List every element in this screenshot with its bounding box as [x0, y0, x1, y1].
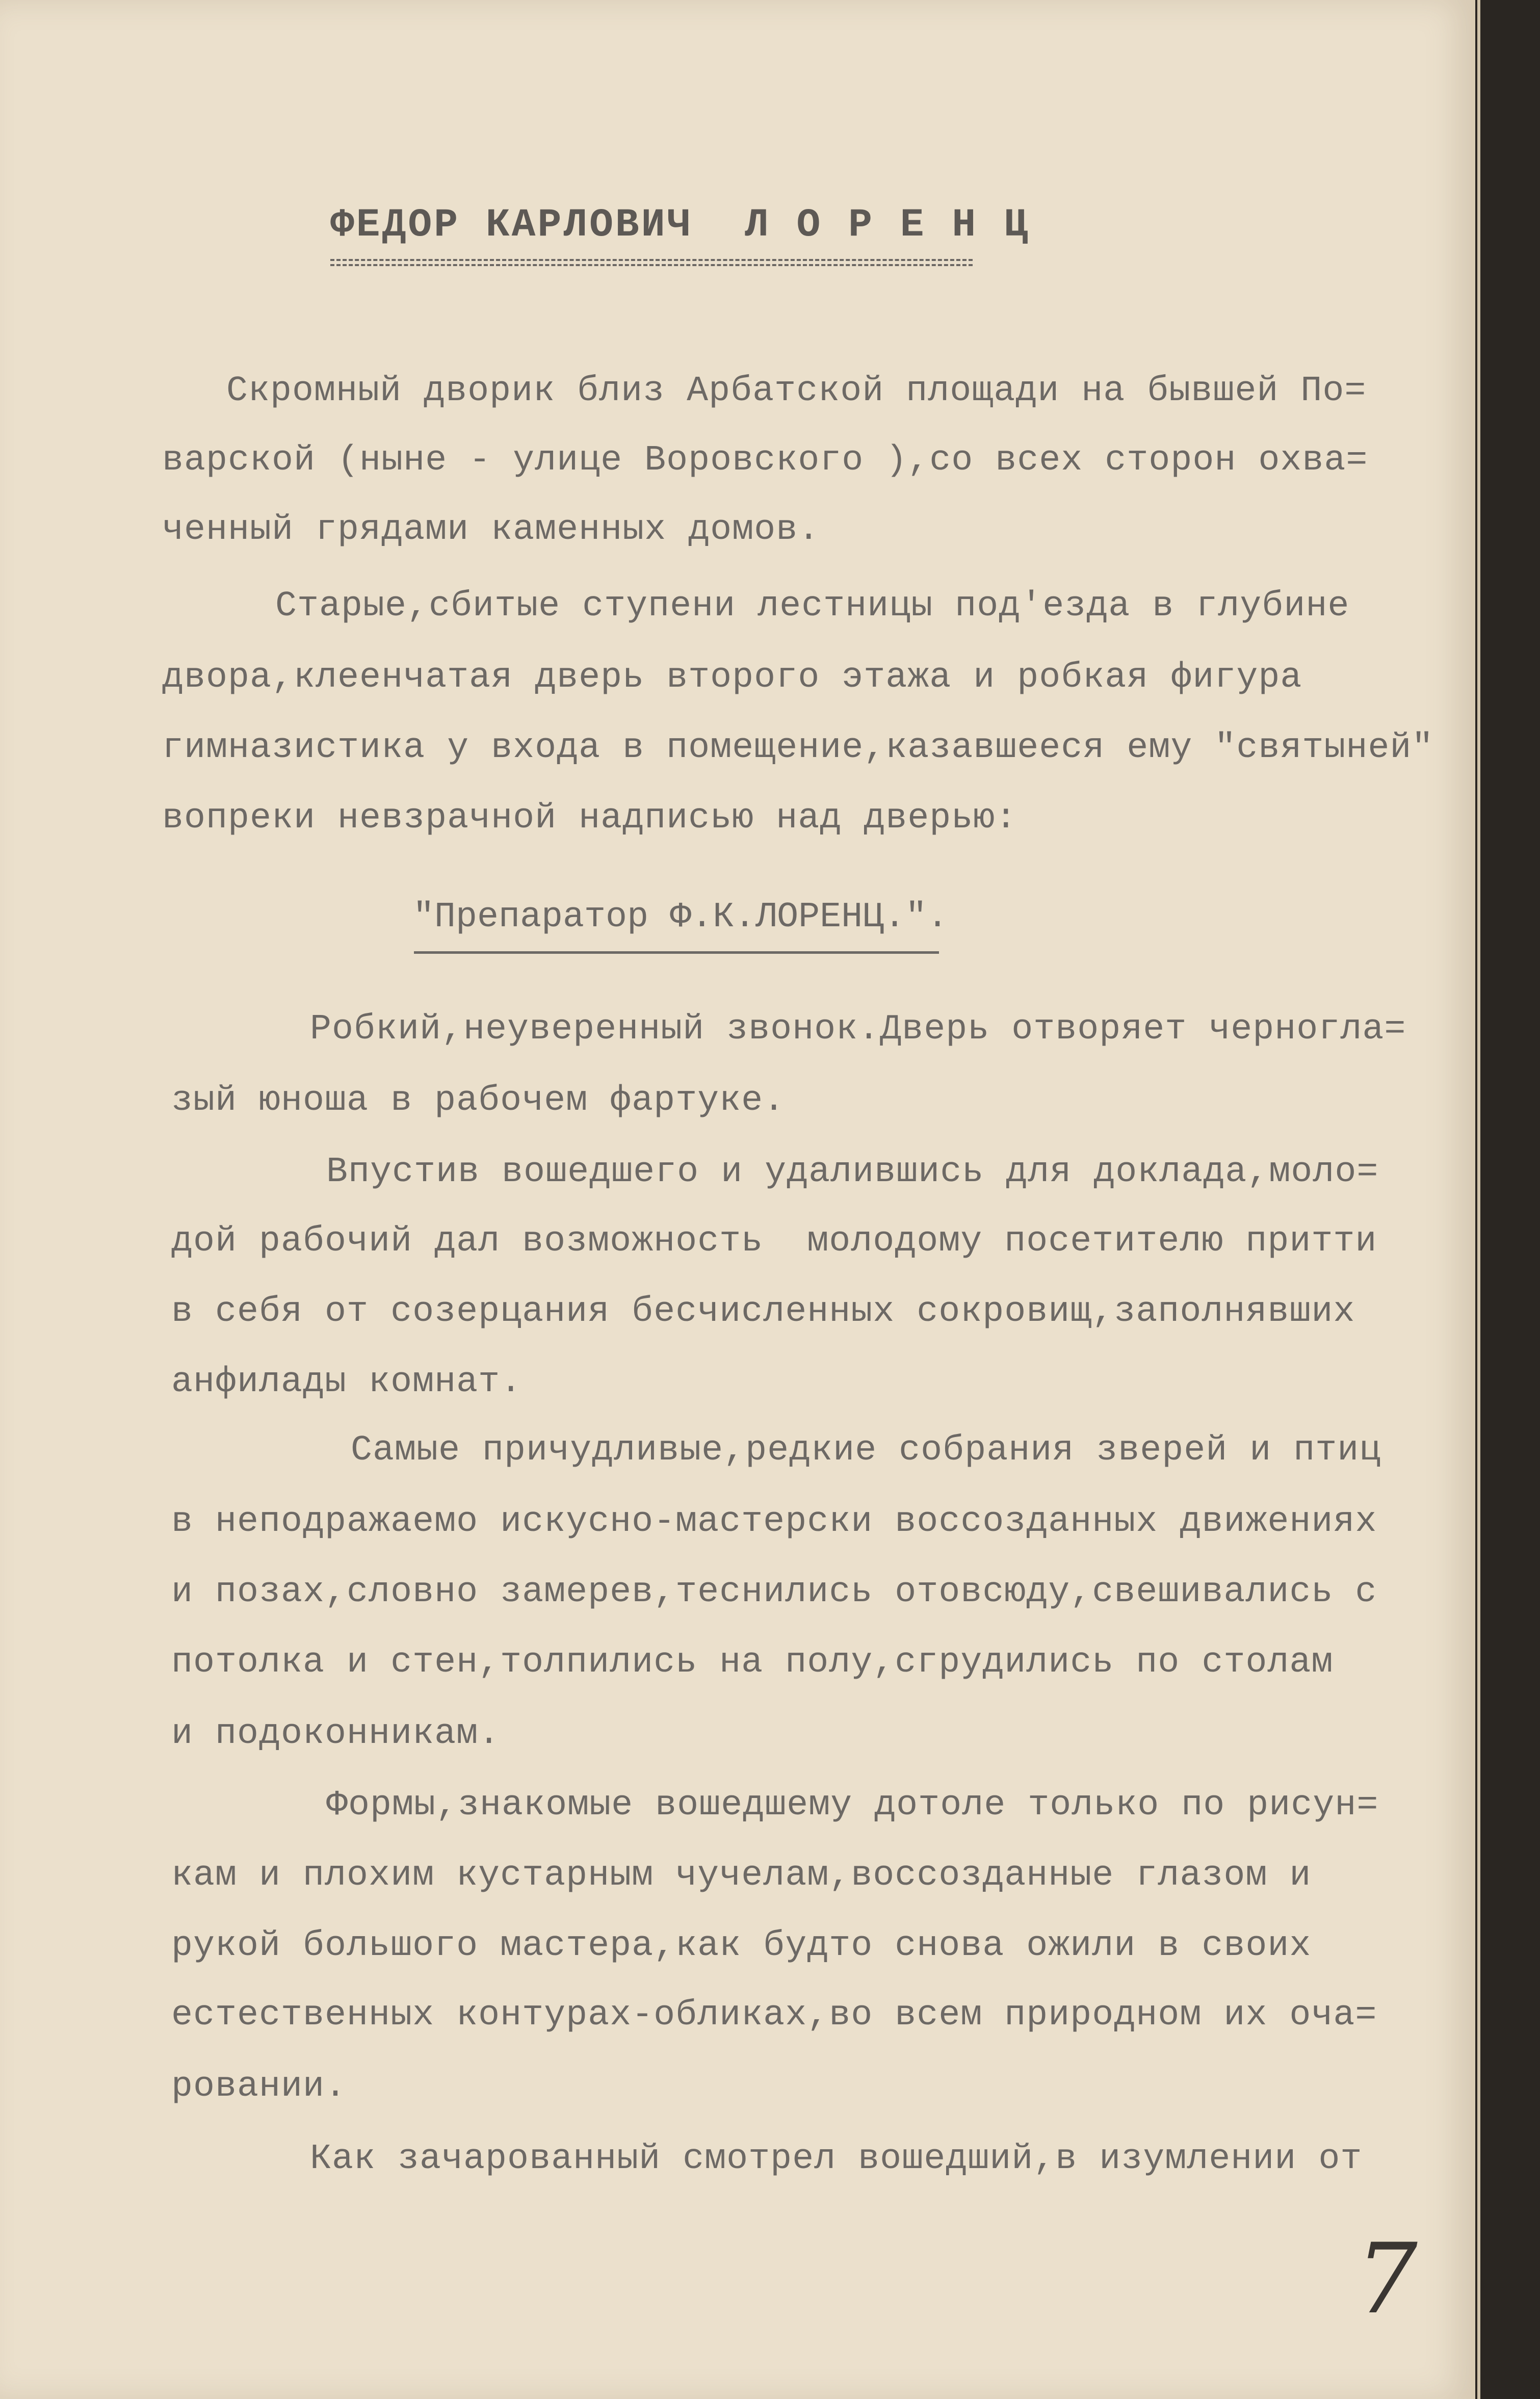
text-line: дой рабочий дал возможность молодому посетителю притти [171, 1221, 1377, 1262]
text-line: в себя от созерцания бесчисленных сокровищ,заполнявших [171, 1292, 1355, 1332]
page-number: 7 [1356, 2223, 1418, 2335]
text-line: вопреки невзрачной надписью над дверью: [162, 798, 1017, 839]
text-line: Впустив вошедшего и удалившись для доклада,моло= [326, 1152, 1379, 1192]
text-line: Скромный дворик близ Арбатской площади на бывшей По= [226, 371, 1367, 411]
text-line: Формы,знакомые вошедшему дотоле только по рисун= [326, 1785, 1379, 1826]
text-line: и подоконникам. [171, 1714, 501, 1754]
text-line: кам и плохим кустарным чучелам,воссозданные глазом и [171, 1856, 1312, 1896]
text-line: и позах,словно замерев,теснились отовсюду,свешивались с [171, 1572, 1377, 1612]
text-line: Робкий,неуверенный звонок.Дверь отворяет черногла= [310, 1009, 1406, 1050]
text-line: ченный грядами каменных домов. [162, 510, 820, 550]
document-title: ФЕДОР КАРЛОВИЧ Л О Р Е Н Ц [330, 203, 1030, 248]
page-stack-edge [1477, 0, 1480, 2399]
text-line: ровании. [171, 2067, 347, 2107]
title-underline [330, 259, 973, 266]
text-line: анфилады комнат. [171, 1362, 523, 1402]
text-line: двора,клеенчатая дверь второго этажа и робкая фигура [162, 658, 1302, 698]
text-line: потолка и стен,толпились на полу,сгрудились по столам [171, 1642, 1334, 1683]
text-line: гимназистика у входа в помещение,казавшееся ему "святыней" [162, 728, 1434, 768]
text-line: в неподражаемо искусно-мастерски воссозданных движениях [171, 1502, 1377, 1542]
sign-underline [414, 951, 939, 954]
sign-text: "Препаратор Ф.К.ЛОРЕНЦ.". [413, 897, 949, 937]
text-line: зый юноша в рабочем фартуке. [171, 1081, 786, 1121]
text-line: варской (ныне - улице Воровского ),со всех сторон охва= [162, 440, 1368, 481]
text-line: естественных контурах-обликах,во всем природном их оча= [171, 1995, 1377, 2036]
text-line: Самые причудливые,редкие собрания зверей и птиц [351, 1430, 1381, 1471]
page-stack-edge [1471, 0, 1475, 2399]
text-line: Как зачарованный смотрел вошедший,в изумлении от [310, 2139, 1363, 2179]
text-line: Старые,сбитые ступени лестницы под'езда в глубине [275, 586, 1350, 627]
text-line: рукой большого мастера,как будто снова ожили в своих [171, 1926, 1312, 1966]
